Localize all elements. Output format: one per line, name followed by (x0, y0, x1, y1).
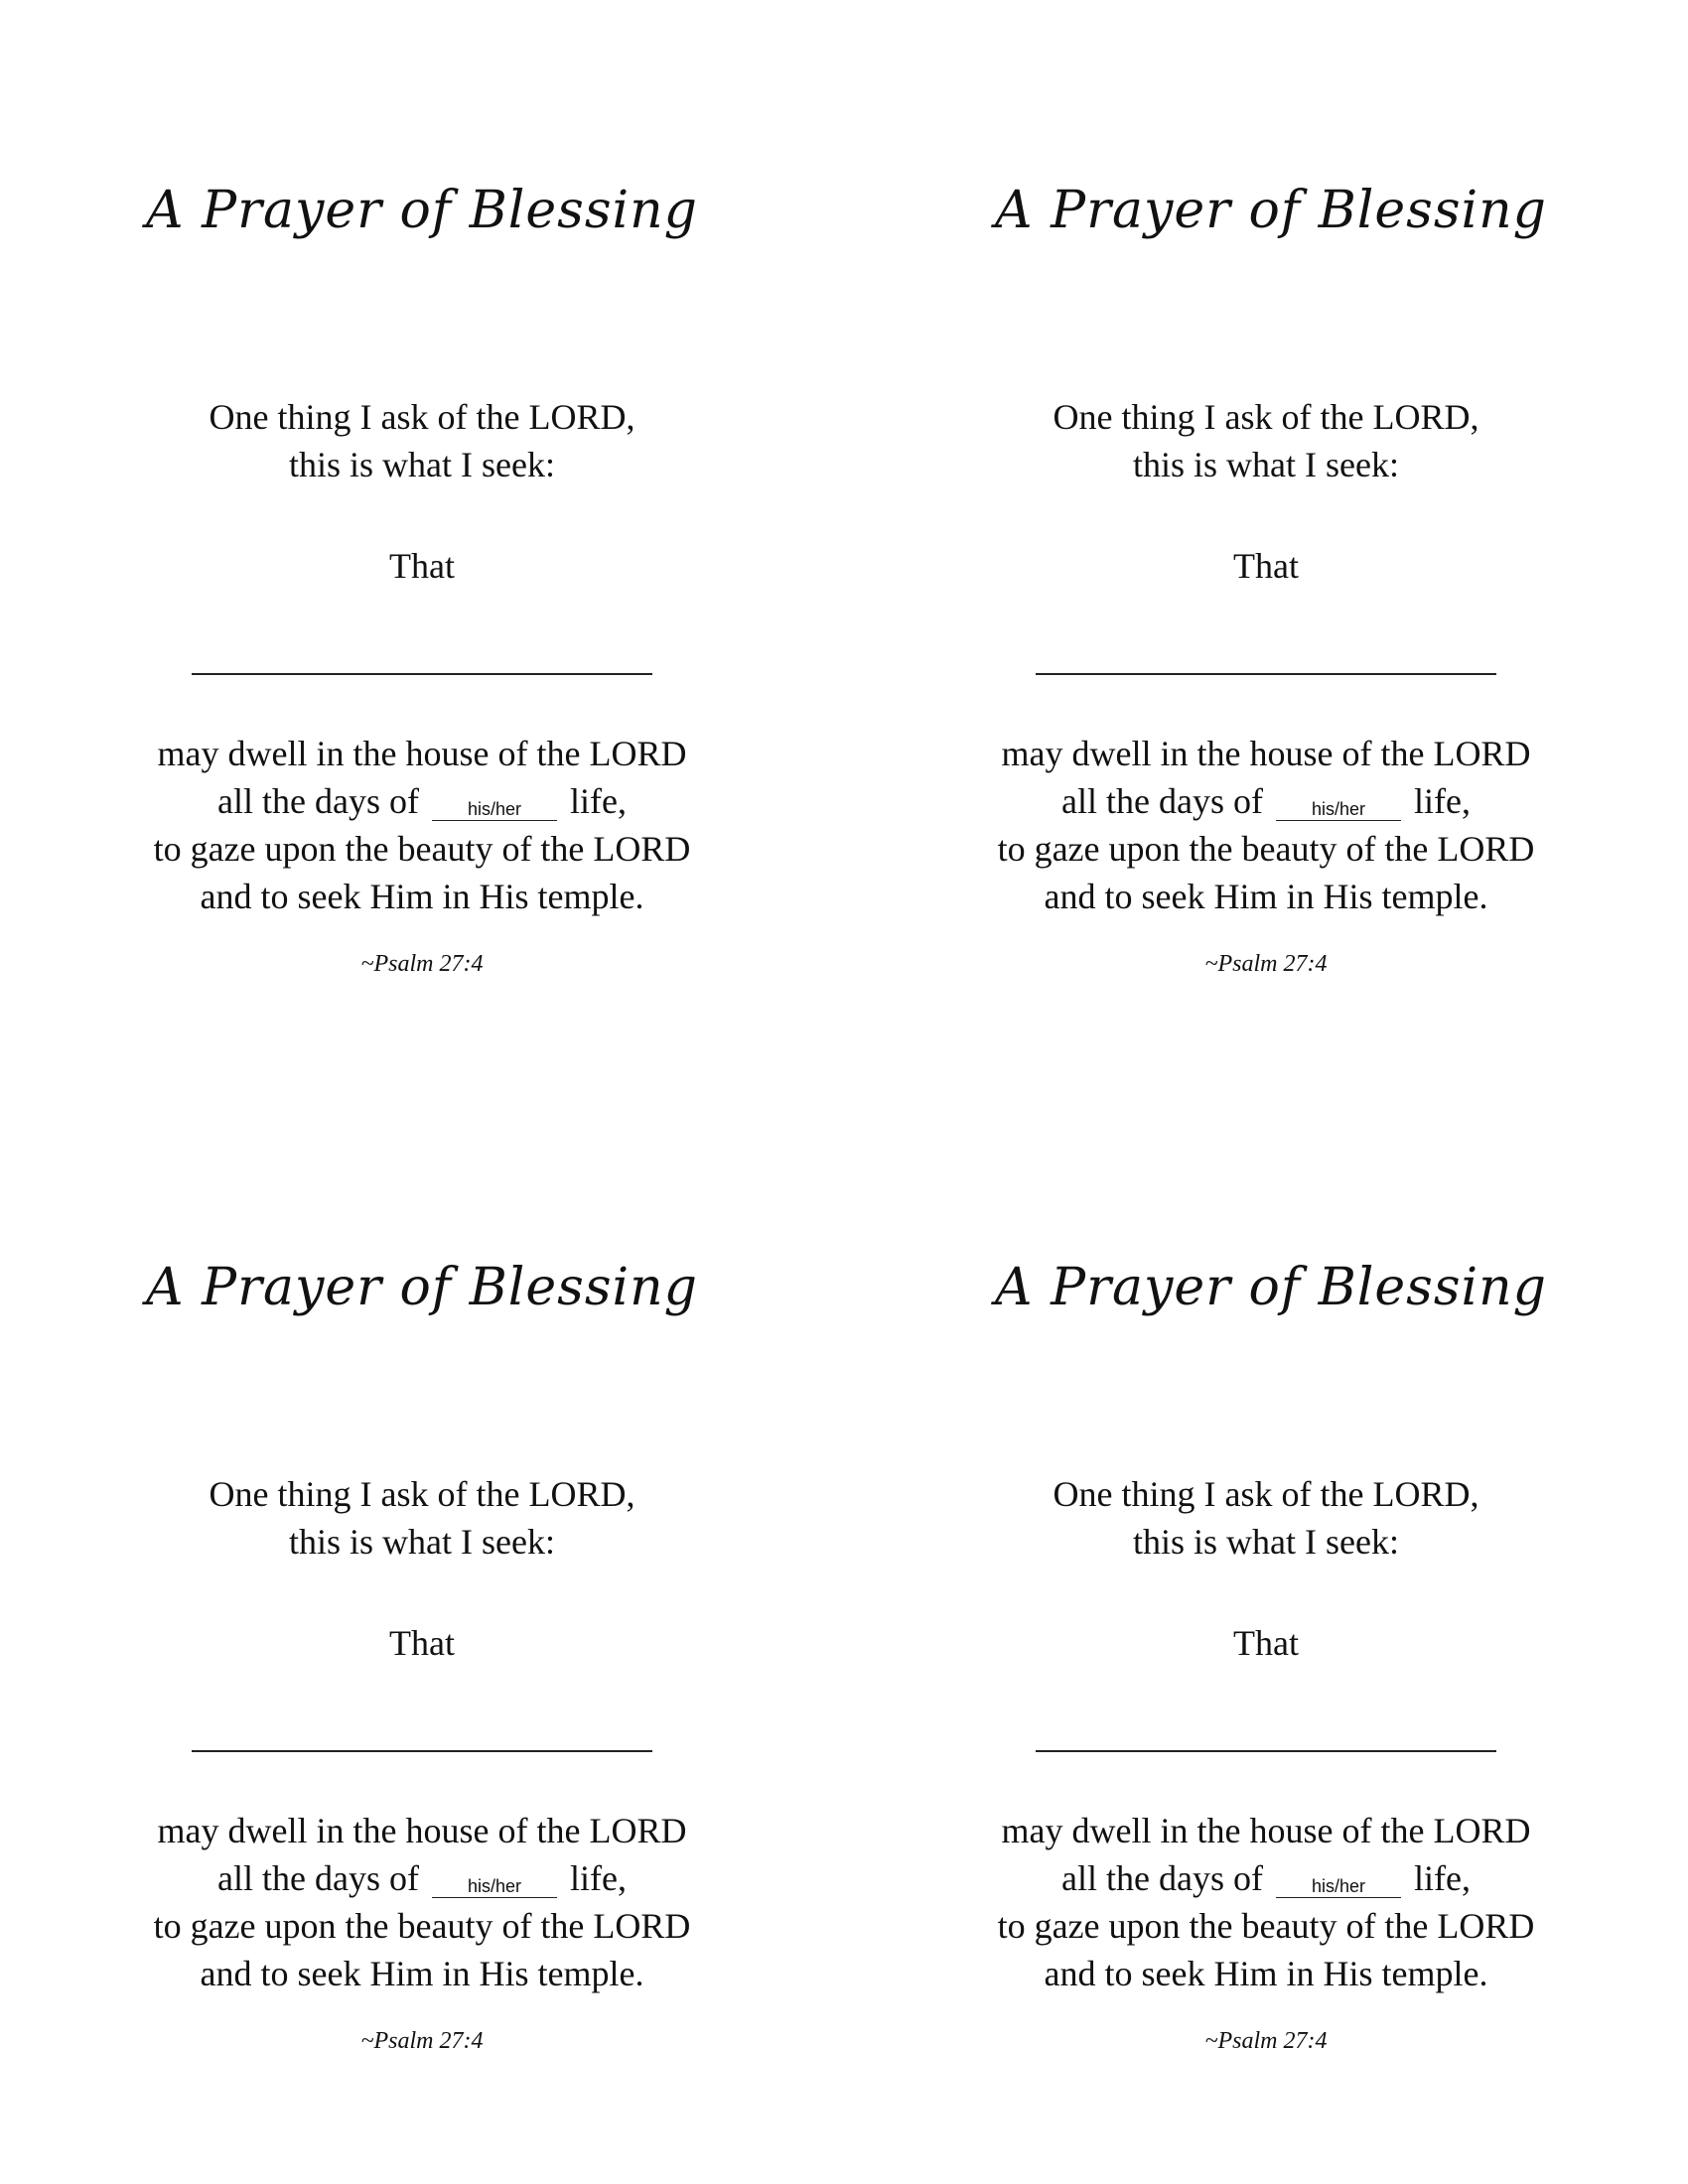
intro-verse (844, 1470, 1688, 1566)
body-line-3 (844, 825, 1688, 873)
pronoun-blank: his/her (1276, 798, 1401, 821)
lord-word: LORD (589, 1811, 687, 1850)
scripture-citation: ~Psalm 27:4 (360, 951, 484, 977)
intro-punct: , (1470, 1474, 1479, 1514)
intro-line-2: this is what I seek: (1133, 1522, 1399, 1562)
body-text: life, (560, 1858, 627, 1898)
lord-word: LORD (1433, 1811, 1531, 1850)
body-text: all the days of (1061, 781, 1272, 821)
that-word: That (1233, 546, 1299, 586)
body-line-3 (0, 1902, 844, 1950)
pronoun-blank: his/her (432, 798, 557, 821)
intro-punct: , (1470, 397, 1479, 437)
body-text: all the days of (217, 1858, 428, 1898)
name-blank-line (1036, 1750, 1496, 1752)
body-text: life, (560, 781, 627, 821)
body-text: all the days of (1061, 1858, 1272, 1898)
that-word: That (389, 546, 455, 586)
intro-verse (844, 393, 1688, 488)
body-line-1 (844, 730, 1688, 777)
body-text: life, (1404, 781, 1471, 821)
intro-text: One thing I ask of the (209, 1474, 529, 1514)
intro-line-1 (0, 393, 844, 441)
intro-text: One thing I ask of the (1053, 1474, 1373, 1514)
lord-word: LORD (589, 734, 687, 773)
intro-punct: , (626, 397, 635, 437)
scripture-citation: ~Psalm 27:4 (360, 2028, 484, 2054)
lord-word: LORD (1437, 1906, 1535, 1946)
body-text: to gaze upon the beauty of the (997, 1906, 1438, 1946)
body-text: to gaze upon the beauty of the (153, 1906, 594, 1946)
intro-line-1 (844, 1470, 1688, 1518)
prayer-card (844, 0, 1688, 1082)
card-title: A Prayer of Blessing (995, 181, 1547, 240)
body-line-3 (0, 825, 844, 873)
body-line-1 (0, 730, 844, 777)
lord-word: LORD (1372, 397, 1471, 437)
intro-verse (0, 393, 844, 488)
lord-word: LORD (593, 829, 691, 869)
intro-verse (0, 1470, 844, 1566)
scripture-citation: ~Psalm 27:4 (1204, 951, 1328, 977)
intro-line-2: this is what I seek: (289, 445, 555, 484)
body-text: to gaze upon the beauty of the (153, 829, 594, 869)
body-line-2 (844, 1854, 1688, 1902)
body-line-4: and to seek Him in His temple. (200, 1954, 644, 1993)
body-verse (844, 730, 1688, 920)
body-verse (0, 1807, 844, 1997)
body-text: may dwell in the house of the (157, 1811, 590, 1850)
name-blank-line (192, 673, 652, 675)
scripture-citation: ~Psalm 27:4 (1204, 2028, 1328, 2054)
prayer-card (0, 0, 844, 1082)
body-line-1 (844, 1807, 1688, 1854)
body-text: to gaze upon the beauty of the (997, 829, 1438, 869)
body-text: life, (1404, 1858, 1471, 1898)
lord-word: LORD (1437, 829, 1535, 869)
body-line-1 (0, 1807, 844, 1854)
intro-text: One thing I ask of the (1053, 397, 1373, 437)
lord-word: LORD (1372, 1474, 1471, 1514)
body-line-4: and to seek Him in His temple. (1044, 1954, 1488, 1993)
intro-line-2: this is what I seek: (289, 1522, 555, 1562)
body-verse (844, 1807, 1688, 1997)
body-verse (0, 730, 844, 920)
card-title: A Prayer of Blessing (146, 1258, 698, 1317)
lord-word: LORD (528, 397, 627, 437)
that-word: That (389, 1623, 455, 1663)
body-line-2 (0, 777, 844, 825)
body-text: may dwell in the house of the (157, 734, 590, 773)
name-blank-line (1036, 673, 1496, 675)
body-line-4: and to seek Him in His temple. (1044, 877, 1488, 916)
body-line-4: and to seek Him in His temple. (200, 877, 644, 916)
prayer-card (844, 1077, 1688, 2159)
pronoun-blank: his/her (432, 1875, 557, 1898)
lord-word: LORD (1433, 734, 1531, 773)
name-blank-line (192, 1750, 652, 1752)
lord-word: LORD (593, 1906, 691, 1946)
intro-text: One thing I ask of the (209, 397, 529, 437)
card-title: A Prayer of Blessing (995, 1258, 1547, 1317)
body-text: all the days of (217, 781, 428, 821)
card-title: A Prayer of Blessing (146, 181, 698, 240)
prayer-card (0, 1077, 844, 2159)
body-text: may dwell in the house of the (1001, 734, 1434, 773)
body-line-2 (0, 1854, 844, 1902)
intro-punct: , (626, 1474, 635, 1514)
intro-line-2: this is what I seek: (1133, 445, 1399, 484)
pronoun-blank: his/her (1276, 1875, 1401, 1898)
body-line-3 (844, 1902, 1688, 1950)
intro-line-1 (0, 1470, 844, 1518)
intro-line-1 (844, 393, 1688, 441)
body-line-2 (844, 777, 1688, 825)
that-word: That (1233, 1623, 1299, 1663)
lord-word: LORD (528, 1474, 627, 1514)
body-text: may dwell in the house of the (1001, 1811, 1434, 1850)
